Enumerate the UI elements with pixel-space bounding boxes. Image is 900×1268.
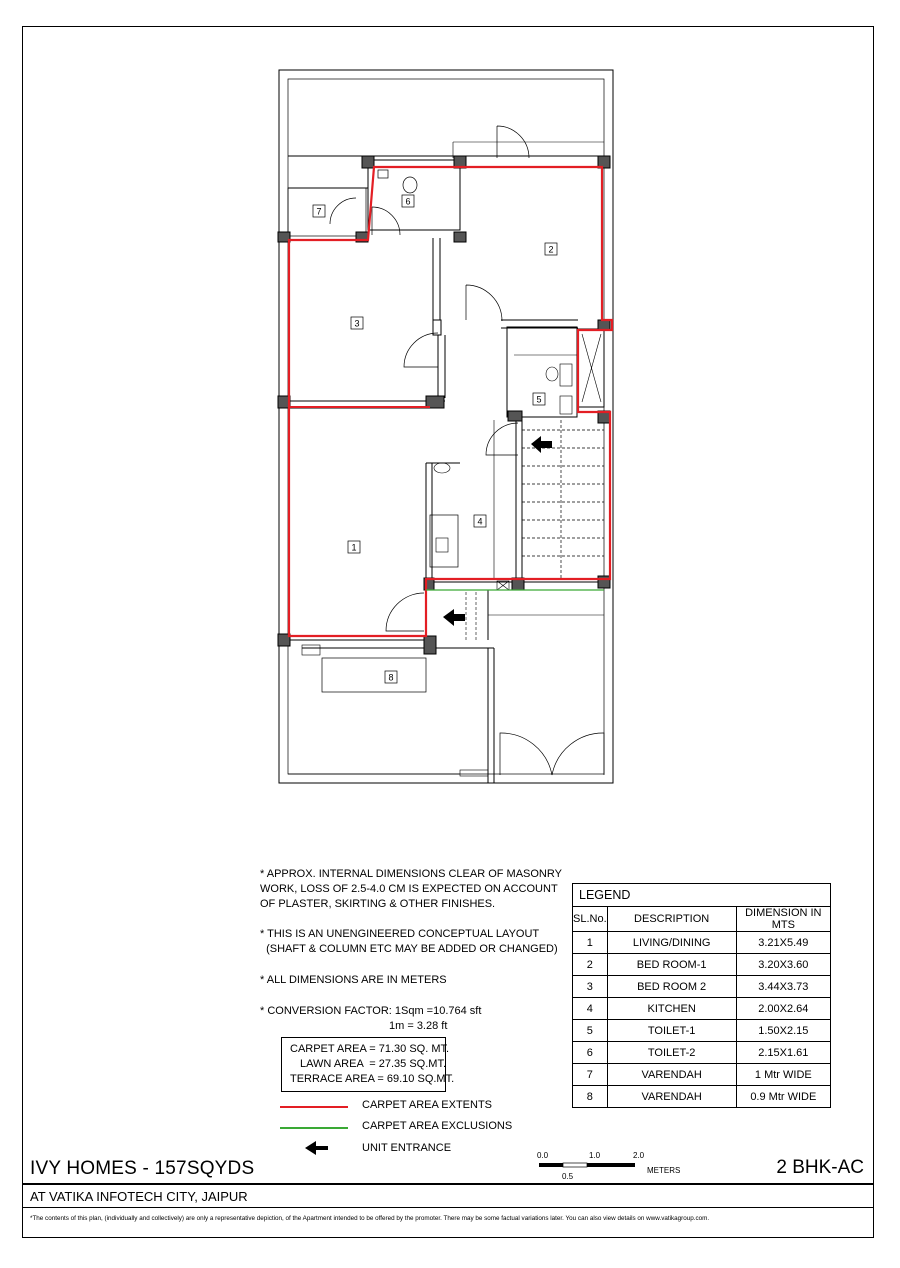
room-tag-6 [402, 195, 414, 207]
note-conversion-meter: 1m = 3.28 ft [389, 1020, 448, 1032]
legend-title: LEGEND [573, 884, 831, 907]
svg-text:4: 4 [477, 516, 483, 527]
disclaimer: *The contents of this plan, (individually and collectively) are only a representative depiction, of the Apartment intended to be offered by the promoter. There may be some factual variations later. You can also view details on www.vatikagroup.com. [30, 1215, 710, 1222]
carpet-extents-label: CARPET AREA EXTENTS [362, 1099, 493, 1111]
legend-sl: 3 [573, 976, 608, 998]
note-units: * ALL DIMENSIONS ARE IN METERS [260, 974, 447, 986]
legend-sl: 1 [573, 932, 608, 954]
legend-header-sl: SL.No. [573, 907, 608, 932]
svg-text:6: 6 [405, 196, 411, 207]
note-conceptual-layout: * THIS IS AN UNENGINEERED CONCEPTUAL LAYOUT (SHAFT & COLUMN ETC MAY BE ADDED OR CHANGED) [260, 928, 558, 955]
svg-text:1: 1 [351, 542, 357, 553]
legend-dimension: 1.50X2.15 [736, 1020, 830, 1042]
unit-entrance-arrow-lower [443, 609, 465, 626]
project-title: IVY HOMES - 157SQYDS [30, 1158, 255, 1179]
legend-dimension: 2.00X2.64 [736, 998, 830, 1020]
carpet-extents-swatch [280, 1106, 348, 1108]
legend-description: TOILET-1 [607, 1020, 736, 1042]
note-conversion-factor: * CONVERSION FACTOR: 1Sqm =10.764 sft [260, 1005, 482, 1017]
room-tag-1 [348, 541, 360, 553]
legend-dimension: 1 Mtr WIDE [736, 1064, 830, 1086]
legend-row [573, 1064, 831, 1086]
unit-entrance-arrow-icon [305, 1141, 329, 1155]
terrace-area-text: TERRACE AREA = 69.10 SQ.MT. [290, 1073, 455, 1085]
legend-description: VARENDAH [607, 1086, 736, 1108]
legend-description: VARENDAH [607, 1064, 736, 1086]
gate-swing-right [552, 733, 604, 775]
legend-row [573, 1020, 831, 1042]
legend-dimension: 3.20X3.60 [736, 954, 830, 976]
legend-header-dimension: DIMENSION IN MTS [736, 907, 830, 932]
legend-dimension: 3.21X5.49 [736, 932, 830, 954]
legend-dimension: 3.44X3.73 [736, 976, 830, 998]
legend-sl: 2 [573, 954, 608, 976]
legend-sl: 6 [573, 1042, 608, 1064]
svg-text:5: 5 [536, 394, 542, 405]
carpet-area-text: CARPET AREA = 71.30 SQ. MT. [290, 1043, 450, 1055]
scale-unit: METERS [647, 1166, 681, 1175]
area-summary-box [281, 1037, 455, 1092]
project-location: AT VATIKA INFOTECH CITY, JAIPUR [30, 1189, 248, 1204]
legend-row [573, 998, 831, 1020]
room-tag-5 [533, 393, 545, 405]
legend-dimension: 0.9 Mtr WIDE [736, 1086, 830, 1108]
room-tag-7 [313, 205, 325, 217]
scale-tick-0: 0.0 [537, 1151, 549, 1160]
legend-description: TOILET-2 [607, 1042, 736, 1064]
scale-tick-2: 2.0 [633, 1151, 645, 1160]
legend-sl: 5 [573, 1020, 608, 1042]
legend-sl: 8 [573, 1086, 608, 1108]
scale-tick-1: 1.0 [589, 1151, 601, 1160]
legend-header-description: DESCRIPTION [607, 907, 736, 932]
title-divider-bottom [22, 1207, 874, 1208]
scale-bar [536, 1160, 646, 1172]
title-divider-top [22, 1183, 874, 1185]
legend-description: BED ROOM-1 [607, 954, 736, 976]
scale-tick-half: 0.5 [562, 1172, 574, 1181]
door-swing-living [386, 593, 424, 631]
legend-row [573, 954, 831, 976]
door-swing-bedroom-2 [404, 333, 438, 367]
legend-sl: 7 [573, 1064, 608, 1086]
legend-row [573, 1042, 831, 1064]
room-tag-2 [545, 243, 557, 255]
legend-dimension: 2.15X1.61 [736, 1042, 830, 1064]
note-dimensions: * APPROX. INTERNAL DIMENSIONS CLEAR OF MASONRY WORK, LOSS OF 2.5-4.0 CM IS EXPECTED ON ACCOUNT OF PLASTER, SKIRTING & OTHER FINISHES. [260, 868, 562, 910]
legend-sl: 4 [573, 998, 608, 1020]
carpet-exclusions-label: CARPET AREA EXCLUSIONS [362, 1120, 513, 1132]
unit-entrance-arrow-upper [531, 436, 552, 453]
door-swing-kitchen [486, 423, 518, 455]
legend-row [573, 932, 831, 954]
unit-type-title: 2 BHK-AC [776, 1157, 864, 1178]
room-tag-4 [474, 515, 486, 527]
legend-table [572, 883, 831, 1108]
lawn-area-text: LAWN AREA = 27.35 SQ.MT. [300, 1058, 447, 1070]
carpet-exclusions-swatch [280, 1127, 348, 1129]
legend-description: BED ROOM 2 [607, 976, 736, 998]
svg-text:7: 7 [316, 206, 322, 217]
legend-row [573, 976, 831, 998]
svg-text:3: 3 [354, 318, 360, 329]
plot-boundary [279, 70, 613, 783]
unit-entrance-label: UNIT ENTRANCE [362, 1142, 452, 1154]
room-tag-3 [351, 317, 363, 329]
gate-swing-left [500, 733, 552, 775]
shaft [578, 329, 604, 407]
legend-row [573, 1086, 831, 1108]
svg-text:8: 8 [388, 672, 394, 683]
room-tag-8 [385, 671, 397, 683]
svg-text:2: 2 [548, 244, 554, 255]
verandah-8 [322, 658, 426, 692]
plot-boundary-inner [288, 79, 604, 774]
door-swing-bedroom-1 [466, 285, 502, 321]
legend-description: KITCHEN [607, 998, 736, 1020]
legend-description: LIVING/DINING [607, 932, 736, 954]
